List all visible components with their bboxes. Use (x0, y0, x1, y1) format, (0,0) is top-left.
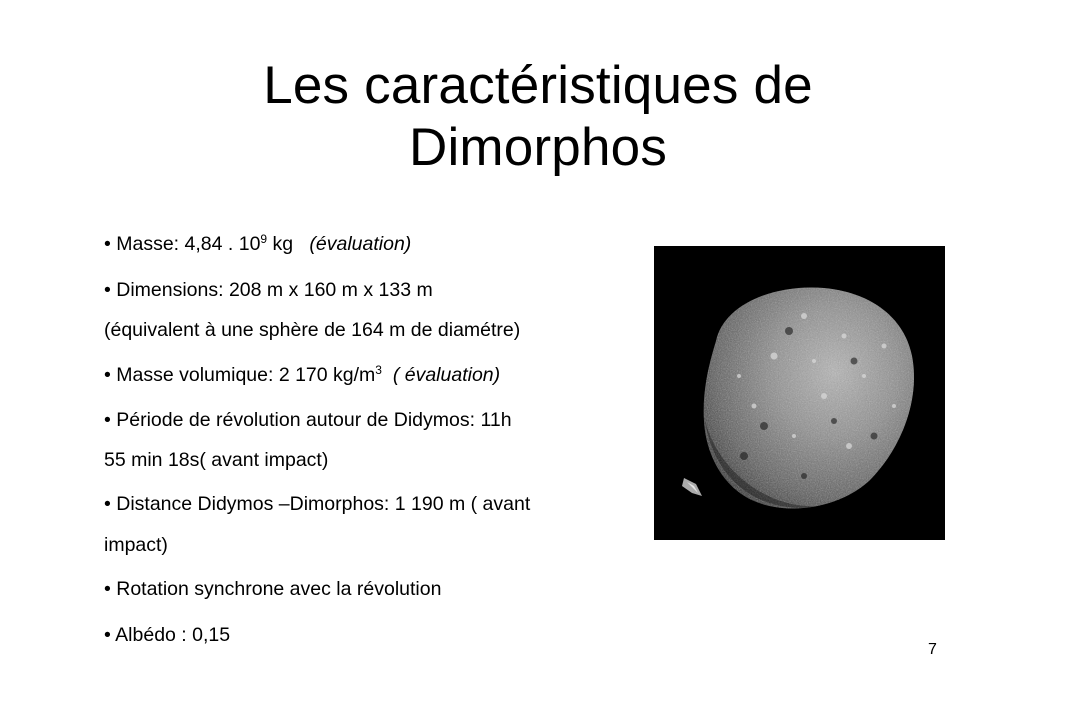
bullet-dimensions-continued: (équivalent à une sphère de 164 m de diamétre) (104, 319, 521, 341)
bullet-periode-continued: 55 min 18s( avant impact) (104, 449, 329, 471)
bullet-masse-note: (évaluation) (309, 233, 412, 255)
slide-title-line-1: Les caractéristiques de (263, 56, 813, 115)
bullet-rotation: • Rotation synchrone avec la révolution (104, 578, 442, 600)
bullet-masse-volumique-exponent: 3 (375, 363, 382, 377)
bullet-masse-unit: kg (267, 233, 310, 255)
bullet-distance-continued: impact) (104, 534, 168, 556)
bullet-masse-text: • Masse: 4,84 . 10 (104, 233, 261, 255)
bullet-masse-volumique-note: ( évaluation) (381, 364, 501, 386)
bullet-albedo: • Albédo : 0,15 (104, 624, 231, 646)
slide-title-line-2: Dimorphos (408, 118, 668, 177)
dimorphos-asteroid-image (654, 246, 945, 540)
slide-title (0, 55, 1076, 179)
bullet-dimensions: • Dimensions: 208 m x 160 m x 133 m (104, 279, 433, 301)
bullet-masse-volumique-text: • Masse volumique: 2 170 kg/m (104, 364, 376, 386)
bullet-masse (104, 232, 411, 256)
bullet-periode: • Période de révolution autour de Didymos: 11h (104, 409, 512, 431)
bullet-distance: • Distance Didymos –Dimorphos: 1 190 m ( avant (104, 493, 531, 515)
bullet-masse-volumique (104, 363, 500, 387)
bullet-masse-exponent: 9 (260, 232, 268, 246)
page-number: 7 (928, 641, 937, 658)
